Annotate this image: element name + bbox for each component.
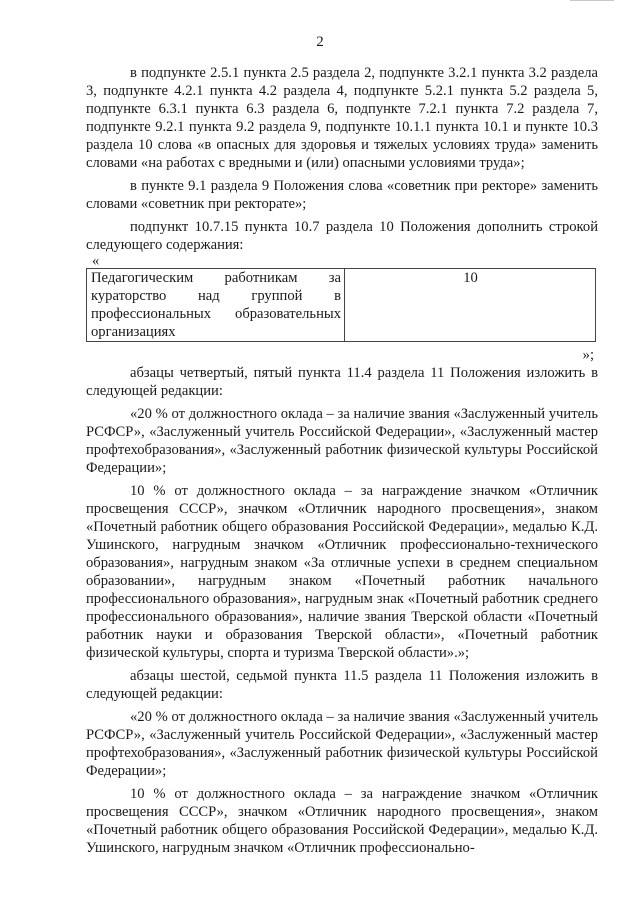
paragraph-amend-sections: в подпункте 2.5.1 пункта 2.5 раздела 2, подпункте 3.2.1 пункта 3.2 раздела 3, подпункте 4.2.1 пункта 4.2 раздела 4, подпункте 5.2.1 пункта 5.2 раздела 5, подпункте 6.3.1 пункта 6.3 раздела 6, подпункте 7.2.1 пункта 7.2 раздела 7, подпункте 9.2.1 пункта 9.2 раздела 9, подпункте 10.1.1 пункта 10.1 и пункте 10.3 раздела 10 слова «в опасных для здоровья и тяжелых условиях труда» заменить словами «на работах с вредными и (или) опасными условиями труда»;: [86, 65, 598, 171]
scan-corner-mark: [570, 0, 614, 4]
paragraph-amend-11-5: абзацы шестой, седьмой пункта 11.5 раздела 11 Положения изложить в следующей редакции:: [86, 668, 598, 702]
inserted-row-table: [86, 268, 596, 342]
paragraph-11-4-twenty-percent: «20 % от должностного оклада – за наличие звания «Заслуженный учитель РСФСР», «Заслуженный учитель Российской Федерации», «Заслуженный мастер профтехобразования», «Заслуженный работник физической культуры Российской Федерации»;: [86, 406, 598, 476]
table-cell-description: Педагогическим работникам за кураторство над группой в профессиональных образовательных организациях: [87, 269, 345, 342]
page-number: 2: [316, 34, 324, 50]
paragraph-amend-9-1: в пункте 9.1 раздела 9 Положения слова «советник при ректоре» заменить словами «советник при ректорате»;: [86, 178, 598, 212]
table-close-quote: »;: [582, 347, 594, 363]
paragraph-11-5-ten-percent: 10 % от должностного оклада – за награждение значком «Отличник просвещения СССР», значком «Отличник народного просвещения», знаком «Почетный работник общего образования Российской Федерации», медалью К.Д. Ушинского, нагрудным значком «Отличник профессионально-: [86, 786, 598, 856]
paragraph-amend-10-7-15: подпункт 10.7.15 пункта 10.7 раздела 10 Положения дополнить строкой следующего содержания:: [86, 219, 598, 253]
table-row: [87, 269, 596, 342]
table-cell-value: 10: [345, 269, 596, 342]
paragraph-11-5-twenty-percent: «20 % от должностного оклада – за наличие звания «Заслуженный учитель РСФСР», «Заслуженный учитель Российской Федерации», «Заслуженный мастер профтехобразования», «Заслуженный работник физической культуры Российской Федерации»;: [86, 709, 598, 779]
paragraph-11-4-ten-percent: 10 % от должностного оклада – за награждение значком «Отличник просвещения СССР», значком «Отличник народного просвещения», знаком «Почетный работник общего образования Российской Федерации», медалью К.Д. Ушинского, нагрудным значком «Отличник профессионально-технического образования», нагрудным знаком «За отличные успехи в среднем специальном образовании», нагрудным знаком «Почетный работник начального профессионального образования», нагрудным знак «Почетный работник среднего профессионального образования», наличие звания Тверской области «Почетный работник науки и образования Тверской области», «Почетный работник физической культуры, спорта и туризма Тверской области».»;: [86, 483, 598, 661]
table-open-quote: «: [92, 253, 100, 269]
paragraph-amend-11-4: абзацы четвертый, пятый пункта 11.4 раздела 11 Положения изложить в следующей редакции:: [86, 365, 598, 399]
document-body: [86, 64, 598, 857]
